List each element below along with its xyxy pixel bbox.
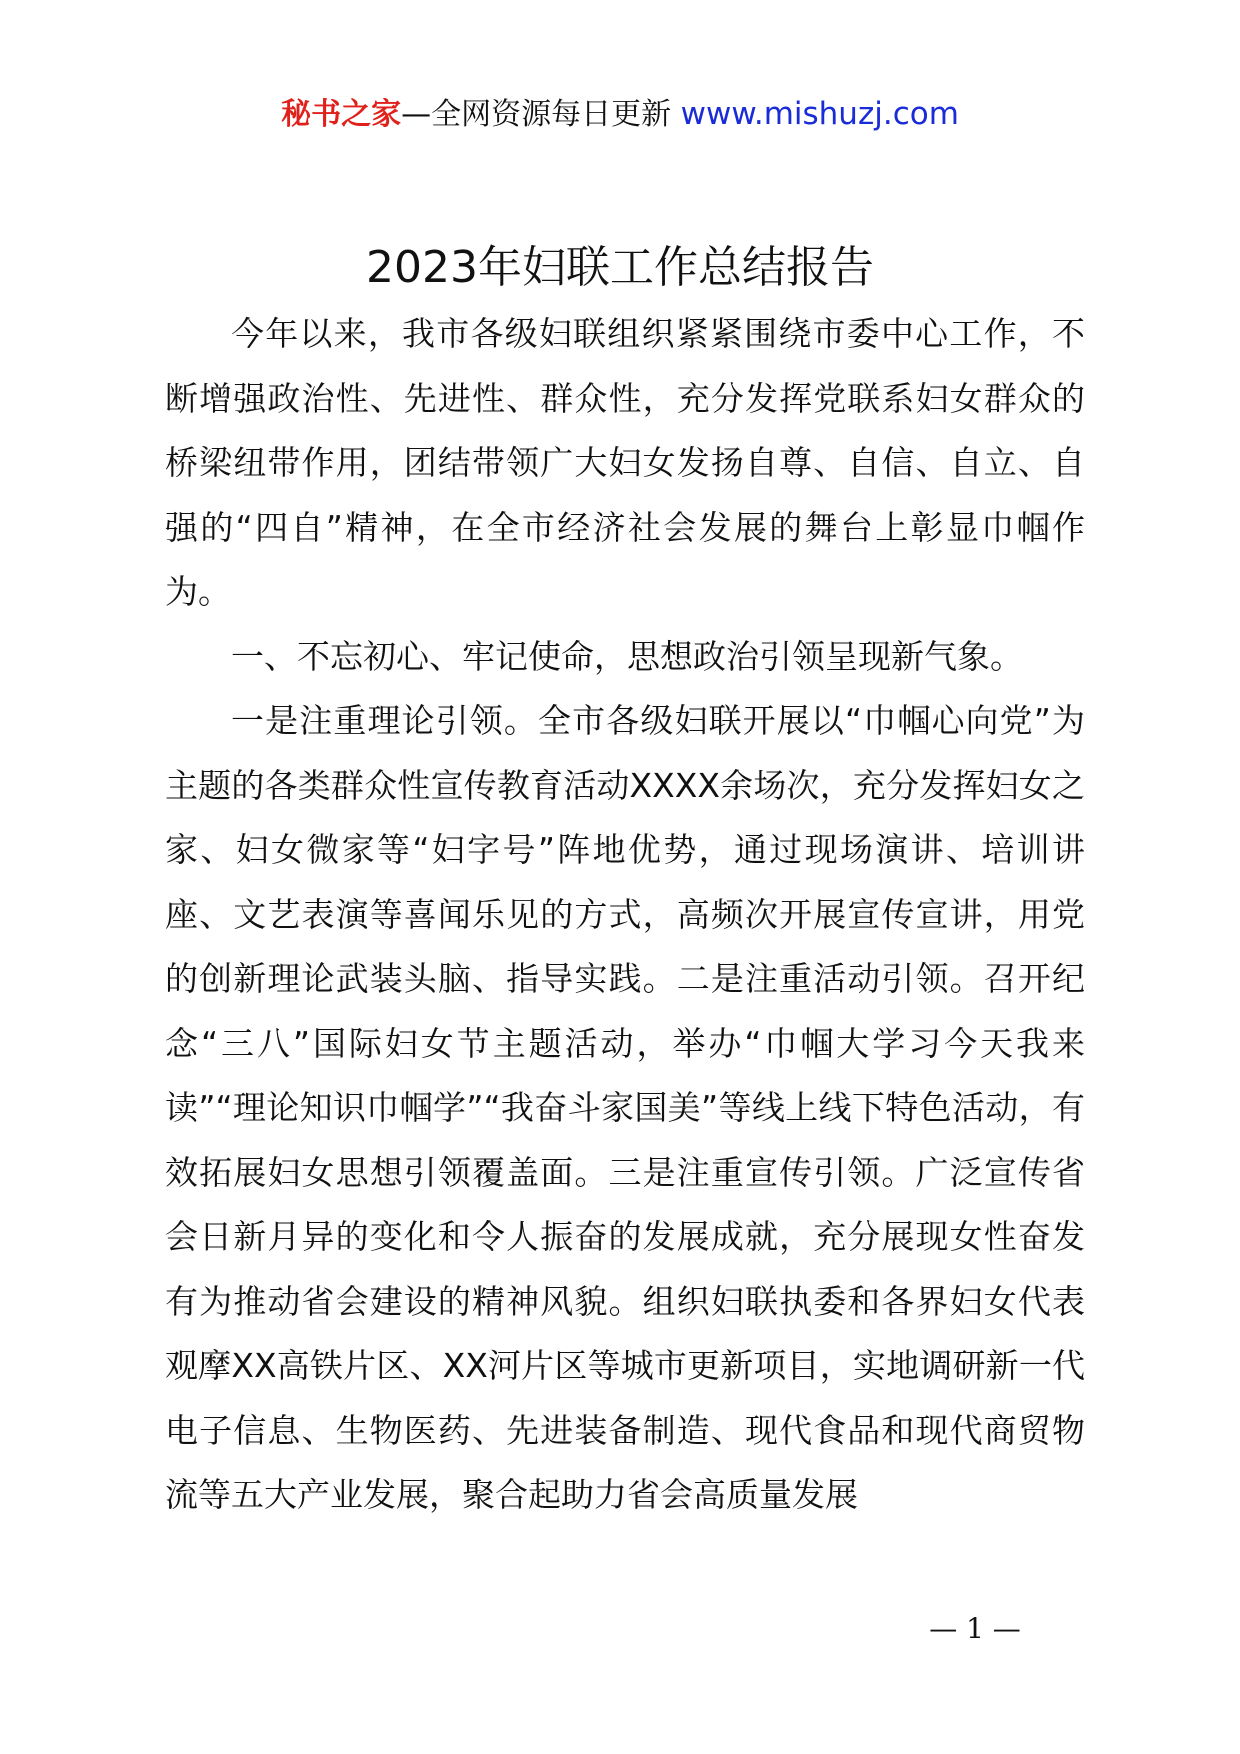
section-1-paragraph: 一是注重理论引领。全市各级妇联开展以“巾帼心向党”为主题的各类群众性宣传教育活动XXXX余场次，充分发挥妇女之家、妇女微家等“妇字号”阵地优势，通过现场演讲、培训讲座、文艺表演等喜闻乐见的方式，高频次开展宣传宣讲，用党的创新理论武装头脑、指导实践。二是注重活动引领。召开纪念“三八”国际妇女节主题活动，举办“巾帼大学习今天我来读”“理论知识巾帼学”“我奋斗家国美”等线上线下特色活动，有效拓展妇女思想引领覆盖面。三是注重宣传引领。广泛宣传省会日新月异的变化和令人振奋的发展成就，充分展现女性奋发有为推动省会建设的精神风貌。组织妇联执委和各界妇女代表观摩XX高铁片区、XX河片区等城市更新项目，实地调研新一代电子信息、生物医药、先进装备制造、现代食品和现代商贸物流等五大产业发展，聚合起助力省会高质量发展: [165, 701, 1085, 1514]
site-brand: 秘书之家: [281, 97, 402, 132]
section-heading-1: 一、不忘初心、牢记使命，思想政治引领呈现新气象。: [231, 636, 1023, 676]
site-header: [0, 94, 1240, 135]
page-number: — 1 —: [929, 1612, 1021, 1645]
document-title: 2023年妇联工作总结报告: [366, 242, 874, 293]
intro-paragraph: 今年以来，我市各级妇联组织紧紧围绕市委中心工作，不断增强政治性、先进性、群众性，充分发挥党联系妇女群众的桥梁纽带作用，团结带领广大妇女发扬自尊、自信、自立、自强的“四自”精神，在全市经济社会发展的舞台上彰显巾帼作为。: [165, 314, 1085, 611]
site-tagline: —全网资源每日更新: [401, 97, 672, 132]
document-body: [165, 302, 1085, 1528]
site-url-link[interactable]: www.mishuzj.com: [680, 96, 959, 132]
